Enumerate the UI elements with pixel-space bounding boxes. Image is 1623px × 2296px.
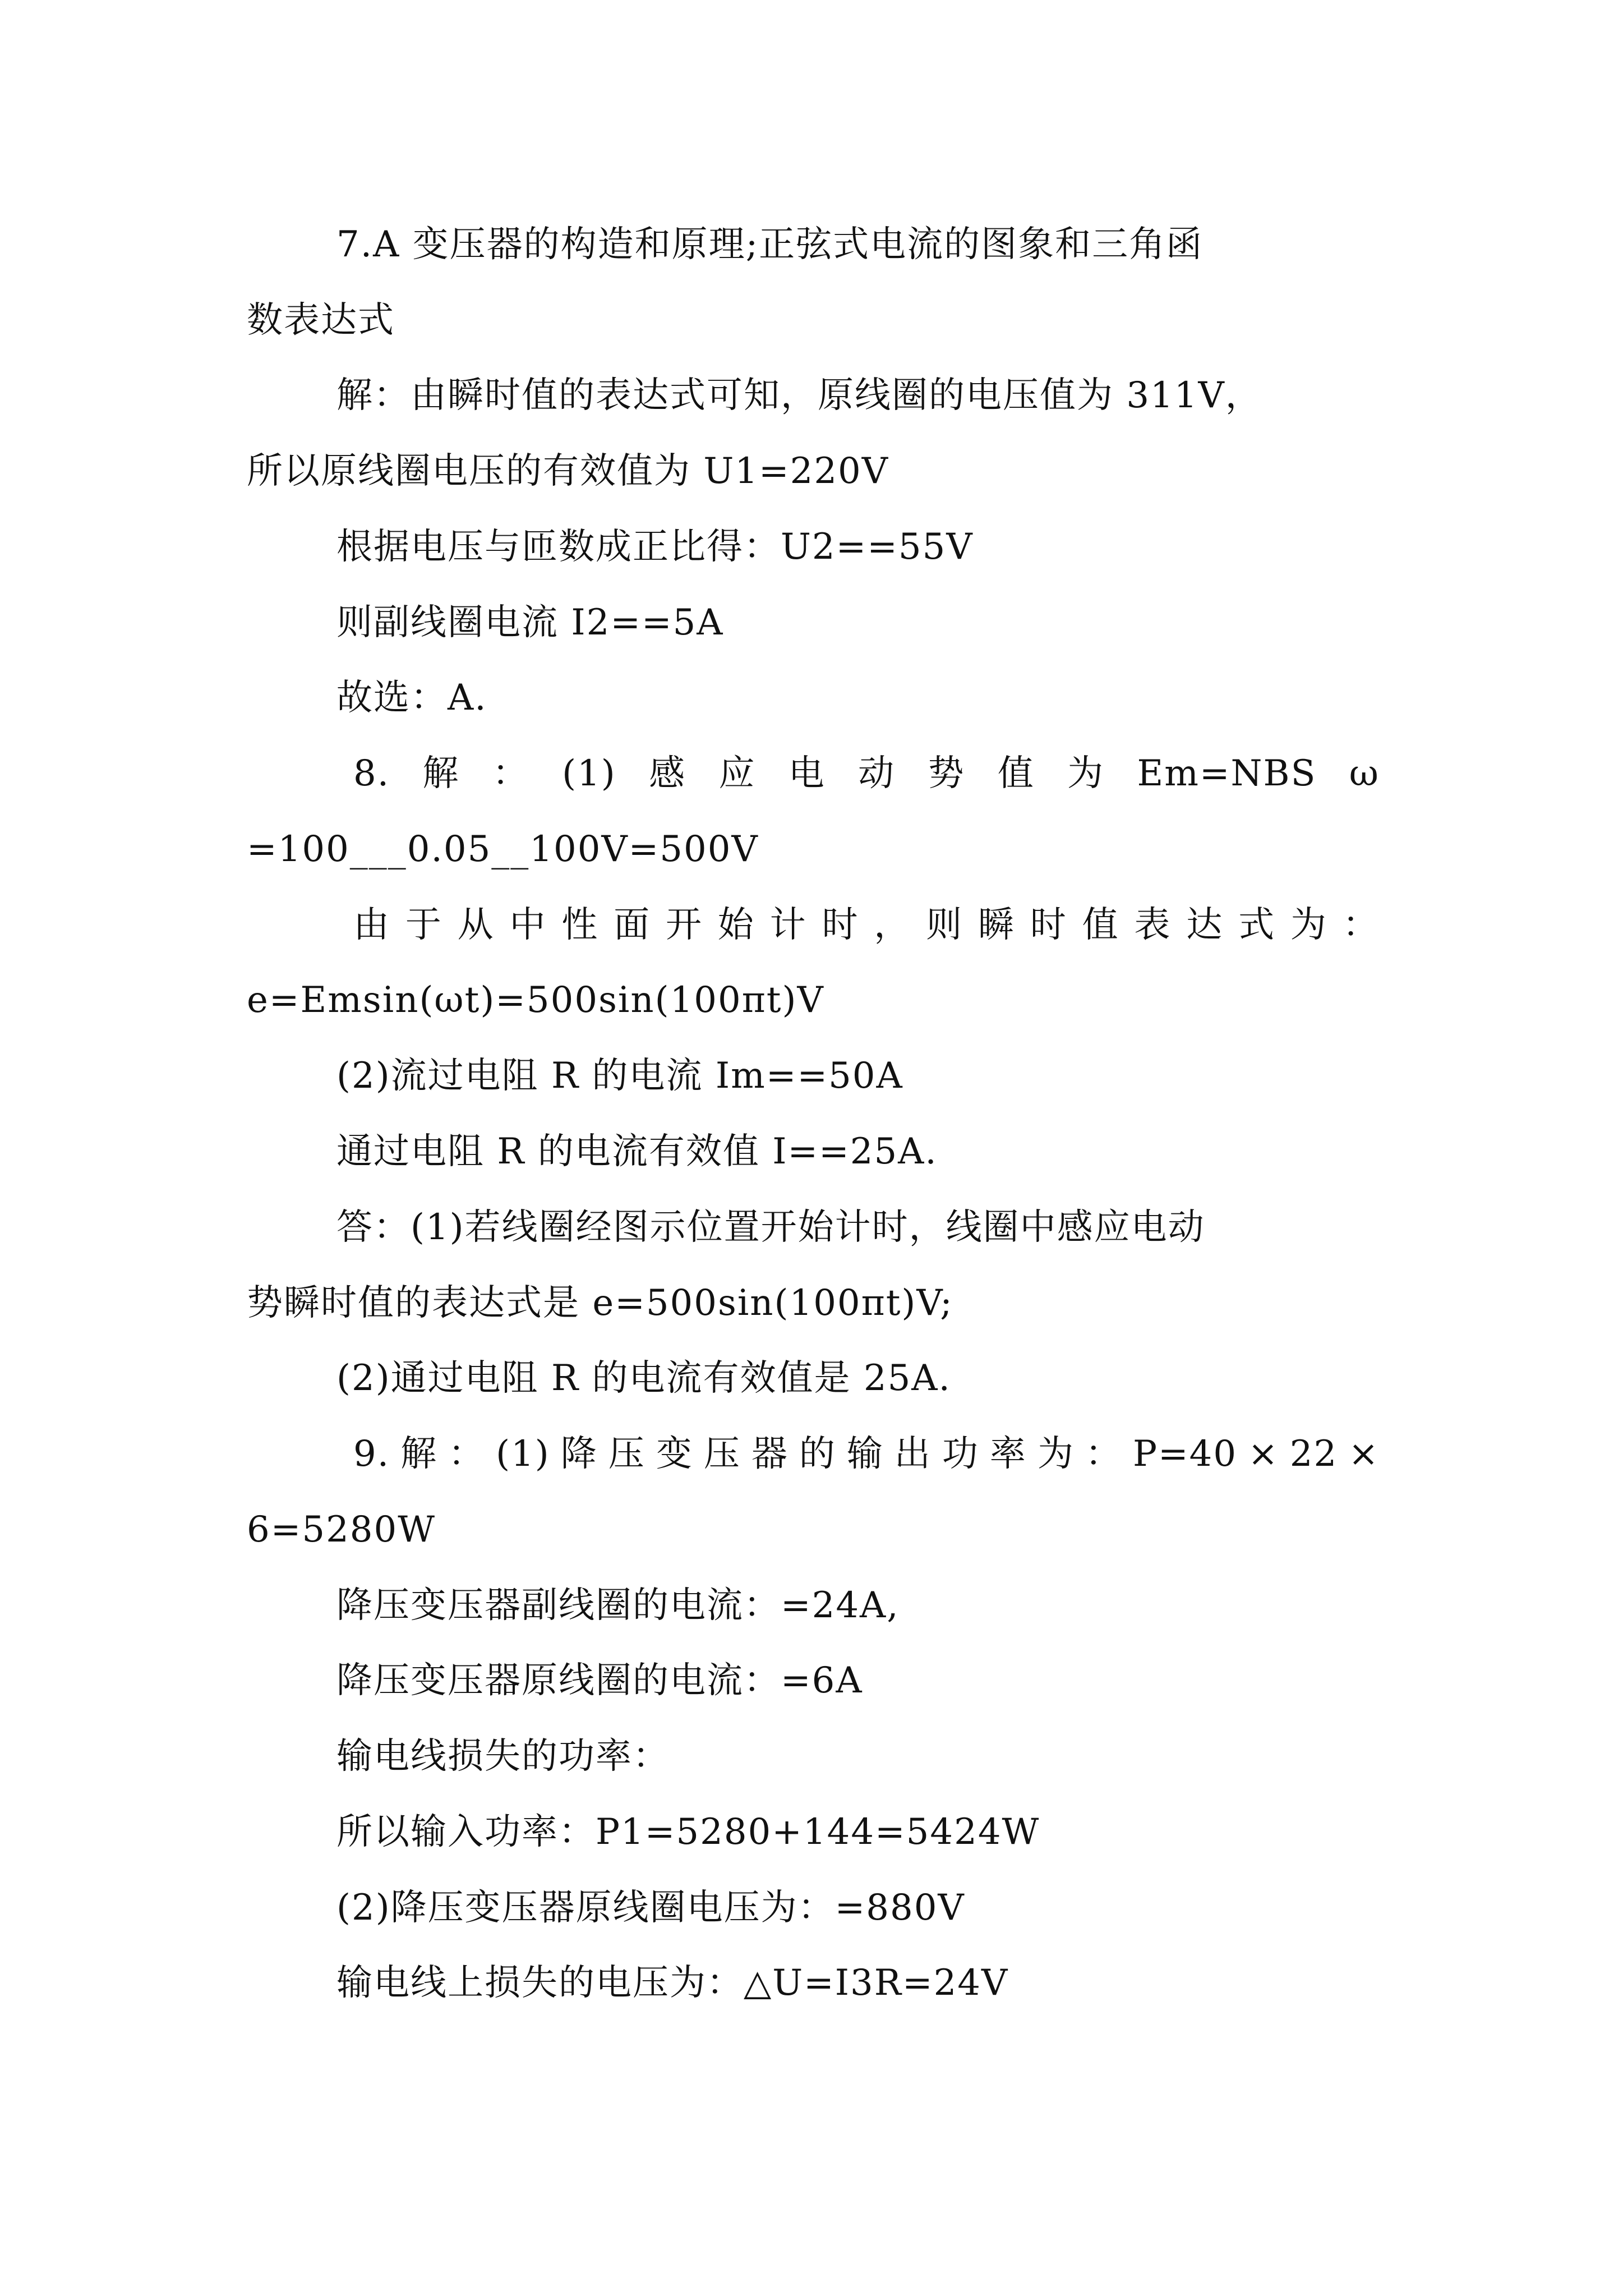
q8-time-line: 由 于 从 中 性 面 开 始 计 时 ， 则 瞬 时 值 表 达 式 为 ： (353, 904, 1380, 946)
text-line: 通过电阻 R 的电流有效值 I==25A. (336, 1131, 938, 1172)
text-line: 降压变压器副线圈的电流：=24A, (336, 1585, 900, 1626)
text-line: 降压变压器原线圈的电流：=6A (336, 1660, 863, 1701)
text-line: 则副线圈电流 I2==5A (336, 602, 724, 643)
q9-heading-line: 9. 解 ： (1) 降 压 变 压 器 的 输 出 功 率 为 ： P=40 × 22 × (353, 1433, 1380, 1475)
text-line: =100___0.05__100V=500V (247, 829, 759, 870)
text-line: 输电线损失的功率： (336, 1736, 670, 1777)
text-line: 答：(1)若线圈经图示位置开始计时，线圈中感应电动 (336, 1207, 1205, 1248)
text-line: 数表达式 (247, 300, 395, 341)
text-line: 所以输入功率：P1=5280+144=5424W (336, 1811, 1040, 1853)
text-line: (2)通过电阻 R 的电流有效值是 25A. (336, 1358, 951, 1399)
document-page (247, 0, 1402, 2296)
text-line: 所以原线圈电压的有效值为 U1=220V (247, 450, 889, 492)
text-line: 7.A 变压器的构造和原理;正弦式电流的图象和三角函 (336, 224, 1204, 265)
text-line: e=Emsin(ωt)=500sin(100πt)V (247, 979, 824, 1021)
text-line: (2)流过电阻 R 的电流 Im==50A (336, 1055, 903, 1097)
text-line: 势瞬时值的表达式是 e=500sin(100πt)V; (247, 1282, 953, 1324)
text-line: 故选：A. (336, 677, 487, 719)
text-line: 6=5280W (247, 1509, 436, 1550)
text-line: 根据电压与匝数成正比得：U2==55V (336, 526, 974, 568)
q8-heading-line: 8. 解 ： (1) 感 应 电 动 势 值 为 Em=NBS ω (353, 753, 1380, 794)
text-line: 输电线上损失的电压为：△U=I3R=24V (336, 1962, 1009, 2004)
text-line: 解：由瞬时值的表达式可知，原线圈的电压值为 311V， (336, 375, 1262, 416)
text-line: (2)降压变压器原线圈电压为：=880V (336, 1887, 965, 1929)
